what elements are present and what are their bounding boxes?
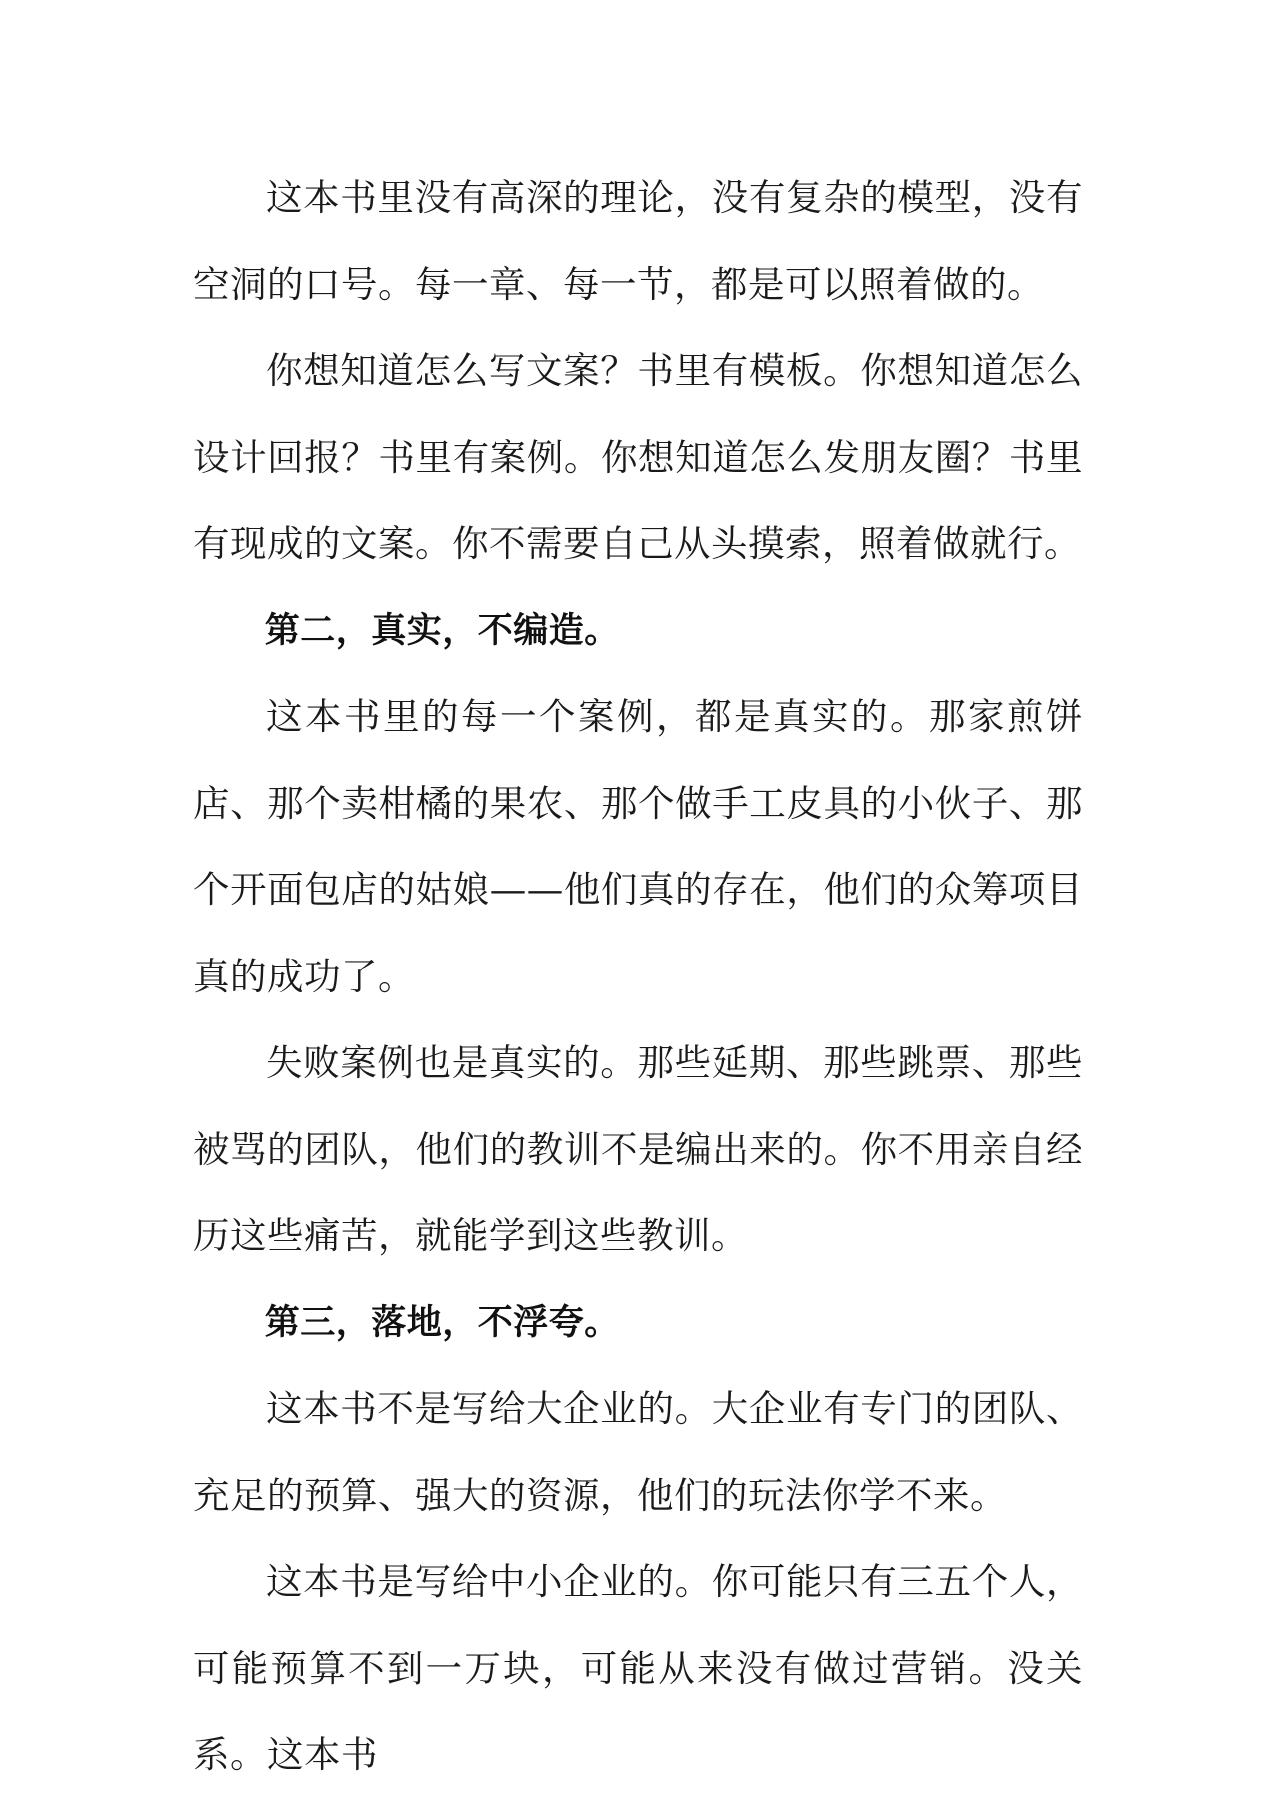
section-heading: 第三，落地，不浮夸。 — [264, 1302, 620, 1343]
section-heading: 第二，真实，不编造。 — [264, 610, 620, 651]
paragraph: 这本书不是写给大企业的。大企业有专门的团队、充足的预算、强大的资源，他们的玩法你学不来。 — [193, 1387, 1083, 1517]
paragraph: 失败案例也是真实的。那些延期、那些跳票、那些被骂的团队，他们的教训不是编出来的。你不用亲自经历这些痛苦，就能学到这些教训。 — [193, 1041, 1083, 1257]
document-body — [193, 155, 1083, 1799]
paragraph: 你想知道怎么写文案？书里有模板。你想知道怎么设计回报？书里有案例。你想知道怎么发朋友圈？书里有现成的文案。你不需要自己从头摸索，照着做就行。 — [193, 349, 1083, 565]
paragraph: 这本书里没有高深的理论，没有复杂的模型，没有空洞的口号。每一章、每一节，都是可以照着做的。 — [193, 176, 1083, 306]
paragraph: 这本书是写给中小企业的。你可能只有三五个人，可能预算不到一万块，可能从来没有做过营销。没关系。这本书 — [193, 1560, 1083, 1776]
paragraph: 这本书里的每一个案例，都是真实的。那家煎饼店、那个卖柑橘的果农、那个做手工皮具的小伙子、那个开面包店的姑娘——他们真的存在，他们的众筹项目真的成功了。 — [193, 695, 1083, 998]
